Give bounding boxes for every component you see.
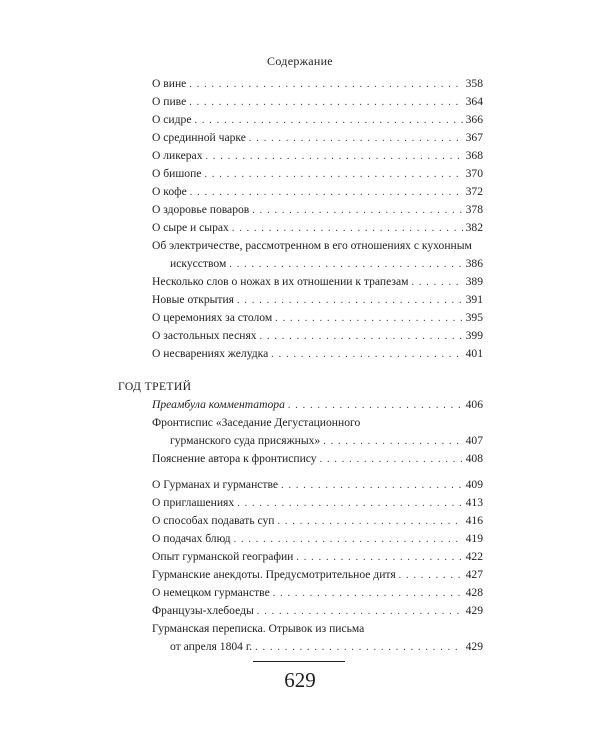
toc-entry-page: 422 <box>465 550 483 563</box>
dot-leader <box>206 149 463 165</box>
toc-entry-page: 407 <box>465 434 483 447</box>
toc-entry-title-continued: искусством <box>170 257 227 270</box>
toc-entry-title: О способах подавать суп <box>152 514 275 527</box>
toc-entry-page: 382 <box>465 221 483 234</box>
toc-entry-page: 416 <box>465 514 483 527</box>
dot-leader <box>232 221 463 237</box>
toc-entry-title: О пиве <box>152 95 187 108</box>
toc-entry-title: О сидре <box>152 113 192 126</box>
toc-entry-page: 395 <box>465 311 483 324</box>
toc-entry <box>152 346 483 363</box>
toc-entry-title: Гурманские анекдоты. Предусмотрительное дитя <box>152 568 396 581</box>
toc-entry <box>152 166 483 183</box>
dot-leader <box>190 185 463 201</box>
toc-entry <box>152 603 483 620</box>
toc-entry-title: О сыре и сырах <box>152 221 229 234</box>
toc-entry-title: О приглашениях <box>152 496 235 509</box>
toc-entry-title: Фронтиспис «Заседание Дегустационного <box>152 416 361 429</box>
toc-entry-page: 406 <box>465 398 483 411</box>
toc-entry-page: 419 <box>465 532 483 545</box>
toc-entry-title: Преамбула комментатора <box>152 398 285 411</box>
toc-entry-title: О несварениях желудка <box>152 347 269 360</box>
toc-entry <box>152 130 483 147</box>
toc-entry-title: Об электричестве, рассмотренном в его отношениях с кухонным <box>152 239 472 252</box>
dot-leader <box>281 478 463 494</box>
folio-rule <box>253 661 345 662</box>
toc-entry-page: 429 <box>465 604 483 617</box>
toc-entry-page: 401 <box>465 347 483 360</box>
toc-entry-page: 389 <box>465 275 483 288</box>
section-heading: ГОД ТРЕТИЙ <box>118 380 192 393</box>
dot-leader <box>204 167 462 183</box>
dot-leader <box>288 398 463 414</box>
toc-entry <box>152 531 483 548</box>
toc-entry-title: О Гурманах и гурманстве <box>152 478 279 491</box>
dot-leader <box>278 514 463 530</box>
toc-entry-page: 413 <box>465 496 483 509</box>
toc-entry <box>152 585 483 602</box>
toc-entry-title: О срединной чарке <box>152 131 246 144</box>
toc-entry-page: 427 <box>465 568 483 581</box>
toc-entry <box>152 310 483 327</box>
toc-entry-page: 428 <box>465 586 483 599</box>
toc-entry-title: Опыт гурманской географии <box>152 550 294 563</box>
toc-entry-page: 409 <box>465 478 483 491</box>
toc-entry <box>152 202 483 219</box>
dot-leader <box>237 293 463 309</box>
dot-leader <box>323 434 462 450</box>
toc-entry-page: 364 <box>465 95 483 108</box>
toc-entry-title: О застольных песнях <box>152 329 257 342</box>
toc-entry <box>152 397 483 414</box>
toc-entry <box>152 238 483 273</box>
dot-leader <box>252 203 462 219</box>
toc-entry <box>152 76 483 93</box>
dot-leader <box>229 257 462 273</box>
toc-entry-page: 366 <box>465 113 483 126</box>
dot-leader <box>189 77 462 93</box>
toc-entry-title: О ликерах <box>152 149 203 162</box>
toc-entry <box>152 549 483 566</box>
dot-leader <box>255 640 462 656</box>
toc-entry-title: О бишопе <box>152 167 202 180</box>
toc-entry-page: 391 <box>465 293 483 306</box>
toc-entry <box>152 328 483 345</box>
dot-leader <box>273 586 463 602</box>
toc-entry-page: 399 <box>465 329 483 342</box>
dot-leader <box>237 496 462 512</box>
toc-entry <box>152 184 483 201</box>
dot-leader <box>234 532 463 548</box>
toc-entry-title: О церемониях за столом <box>152 311 273 324</box>
toc-entry-title: Гурманская переписка. Отрывок из письма <box>152 622 365 635</box>
toc-entry-title-continued: гурманского суда присяжных» <box>170 434 321 447</box>
toc-entry-title-continued: от апреля 1804 г. <box>170 640 253 653</box>
dot-leader <box>320 452 463 468</box>
toc-entry-title: Пояснение автора к фронтиспису <box>152 452 317 465</box>
toc-entry-page: 408 <box>465 452 483 465</box>
toc-entry <box>152 112 483 129</box>
running-head: Содержание <box>267 54 333 68</box>
toc-entry-page: 368 <box>465 149 483 162</box>
toc-entry-page: 372 <box>465 185 483 198</box>
dot-leader <box>257 604 463 620</box>
toc-entry-title: О подачах блюд <box>152 532 231 545</box>
toc-entry <box>152 220 483 237</box>
dot-leader <box>189 95 462 111</box>
toc-entry <box>152 567 483 584</box>
dot-leader <box>275 311 462 327</box>
dot-leader <box>249 131 463 147</box>
toc-entry <box>152 513 483 530</box>
dot-leader <box>194 113 462 129</box>
toc-entry <box>152 621 483 656</box>
toc-entry-title: Новые открытия <box>152 293 235 306</box>
dot-leader <box>296 550 462 566</box>
dot-leader <box>399 568 463 584</box>
toc-entry-title: О немецком гурманстве <box>152 586 270 599</box>
toc-entry-page: 367 <box>465 131 483 144</box>
toc-entry <box>152 274 483 291</box>
toc-entry <box>152 415 483 450</box>
page-number: 629 <box>284 668 316 692</box>
dot-leader <box>411 275 462 291</box>
toc-entry-page: 370 <box>465 167 483 180</box>
toc-entry-title: Несколько слов о ножах в их отношении к трапезам <box>152 275 409 288</box>
toc-entry-page: 378 <box>465 203 483 216</box>
toc-entry <box>152 451 483 468</box>
toc-entry-title: О вине <box>152 77 187 90</box>
toc-entry-title: Французы-хлебоеды <box>152 604 254 617</box>
dot-leader <box>260 329 463 345</box>
toc-entry <box>152 148 483 165</box>
toc-entry-title: О кофе <box>152 185 187 198</box>
toc-entry <box>152 477 483 494</box>
toc-entry-page: 386 <box>465 257 483 270</box>
dot-leader <box>271 347 462 363</box>
toc-entry-page: 429 <box>465 640 483 653</box>
toc-entry <box>152 495 483 512</box>
toc-entry-title: О здоровье поваров <box>152 203 250 216</box>
toc-entry <box>152 94 483 111</box>
toc-entry <box>152 292 483 309</box>
toc-entry-page: 358 <box>465 77 483 90</box>
